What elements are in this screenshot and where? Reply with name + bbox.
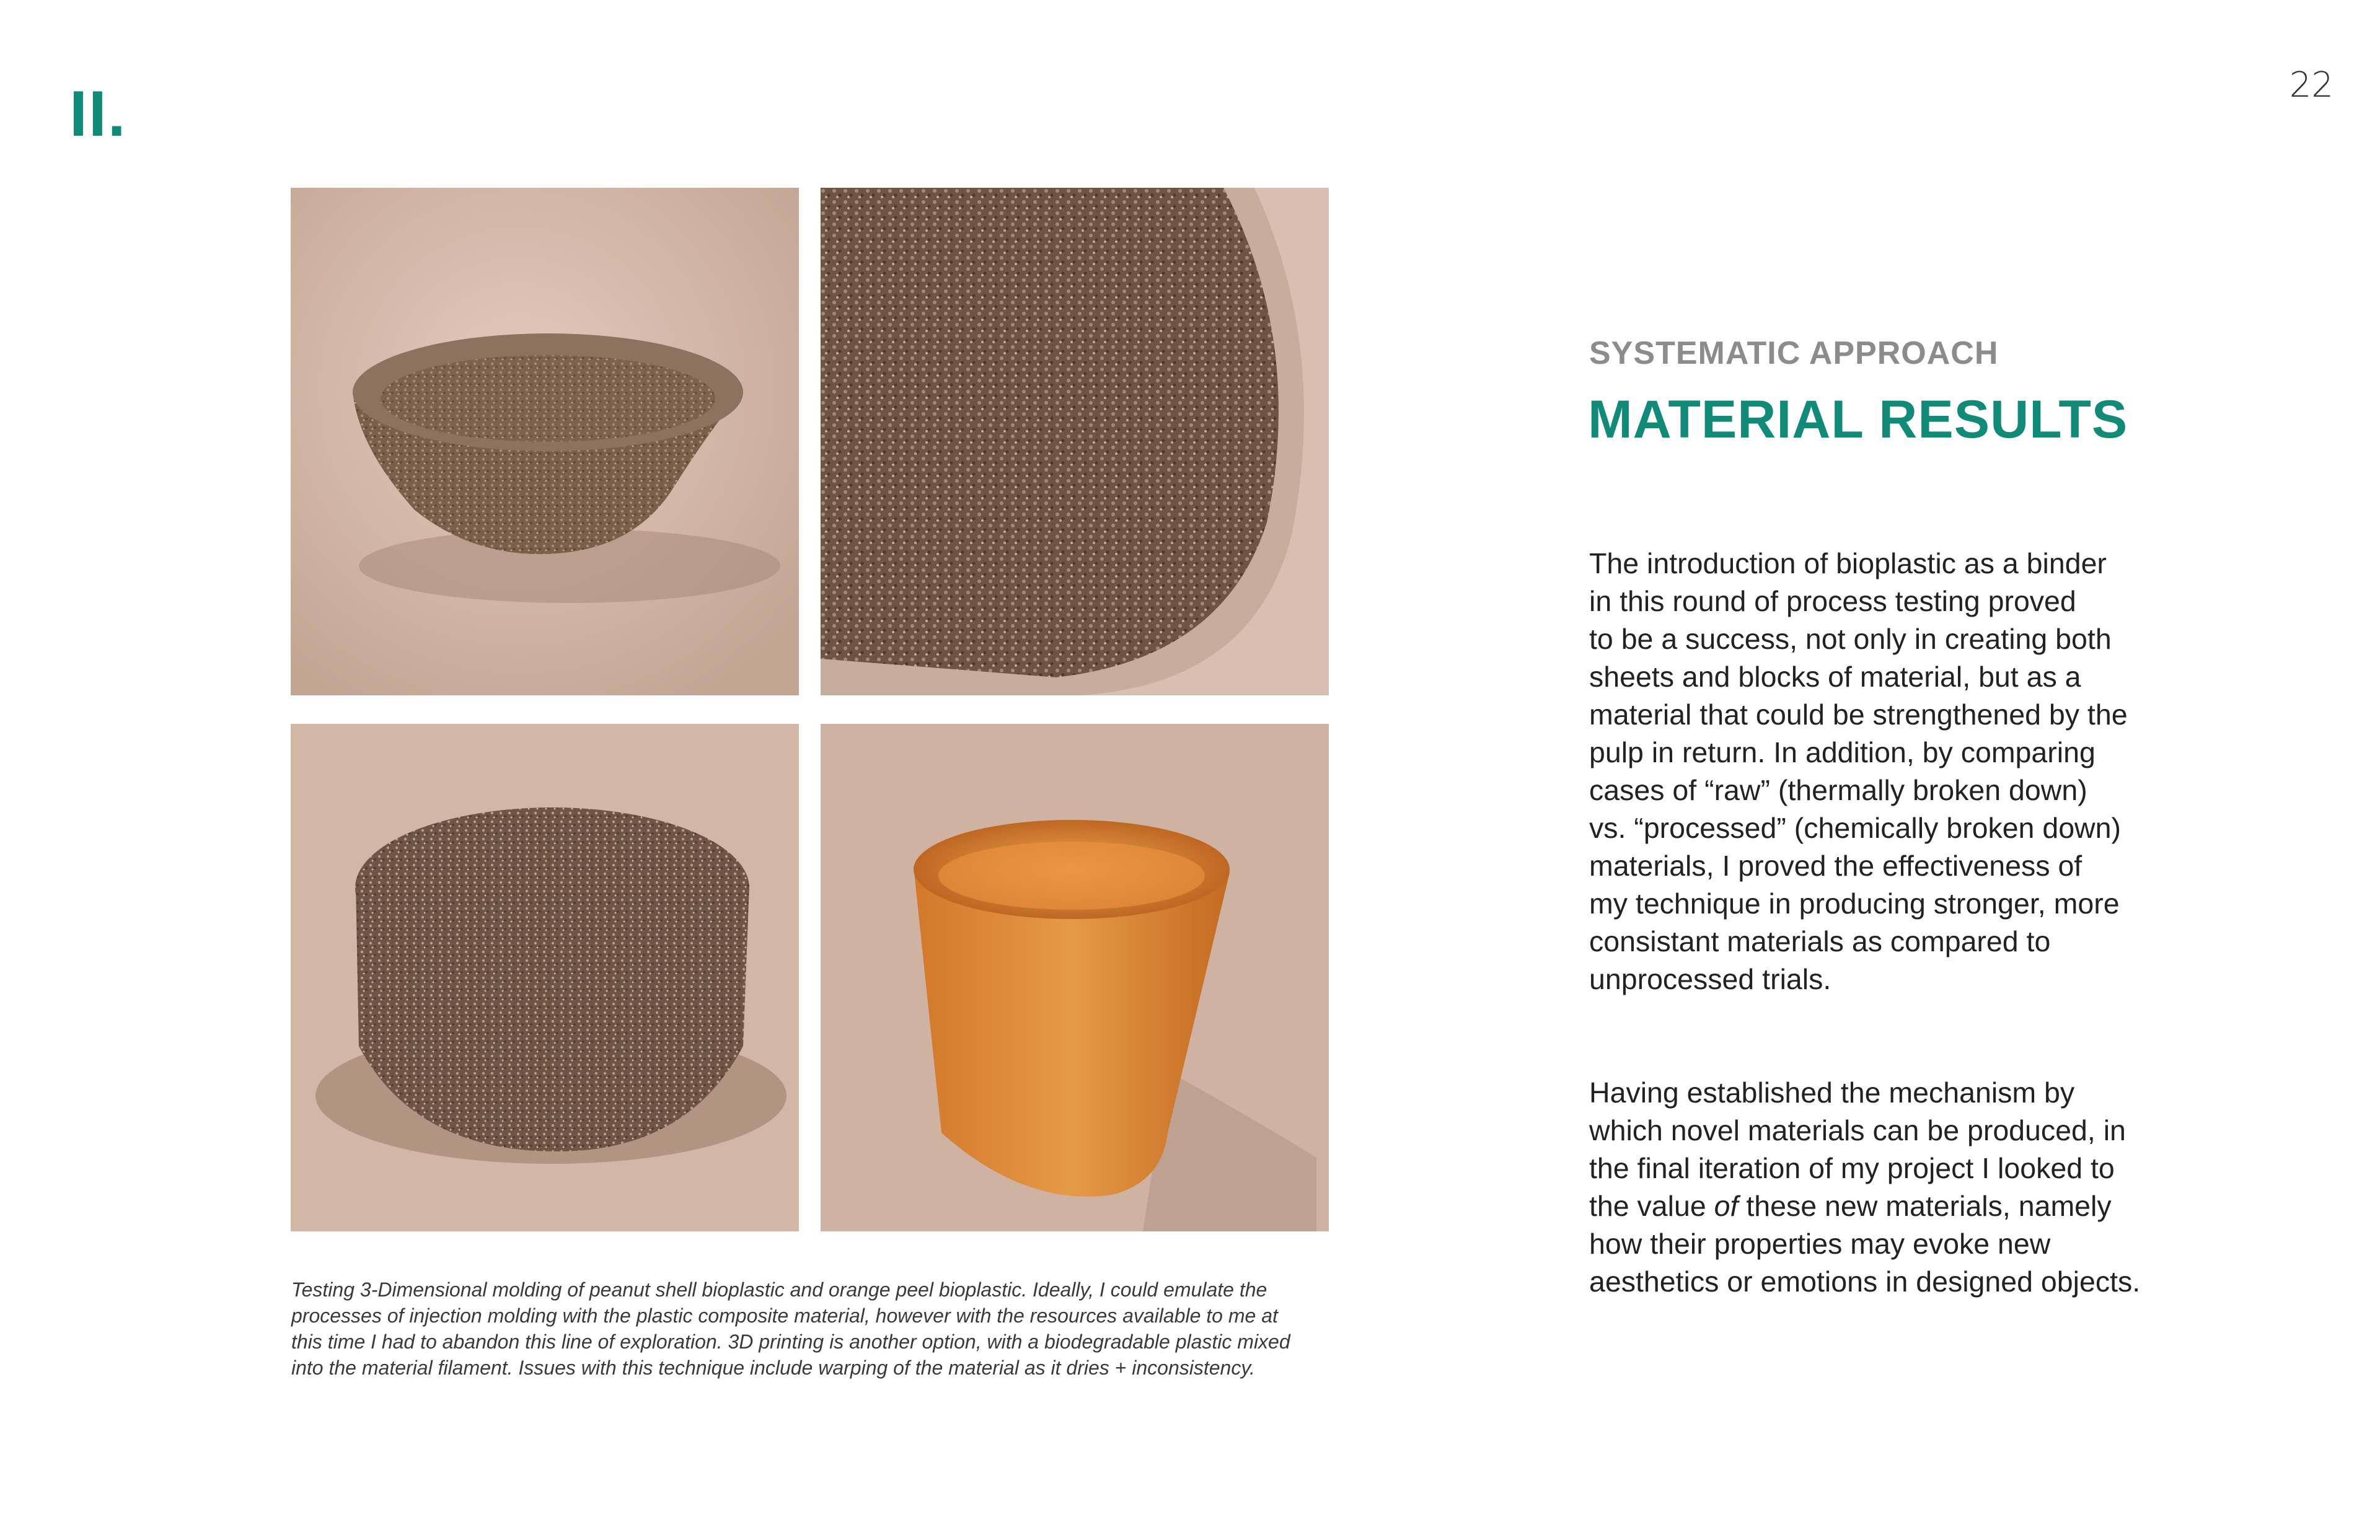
peanut-shell-bowl-closeup-photo [821,188,1329,695]
paragraph-2-emphasis: of [1714,1190,1739,1222]
paragraph-1: The introduction of bioplastic as a binder in this round of process testing proved to be a success, not only in creating both sheets and blocks of material, but as a material that could be strengthened by the pulp in return. In addition, by comparing cases of “raw” (thermally broken down) vs. “processed” (chemically broken down) materials, I proved the effectiveness of my technique in producing stronger, more consistant materials as compared to unprocessed trials. [1589,547,2128,995]
peanut-shell-inverted-bowl-photo [291,724,799,1231]
orange-peel-cup-photo [821,724,1329,1231]
peanut-shell-bowl-photo [291,188,799,695]
section-mark: II. [69,78,127,150]
page-number: 22 [2289,65,2334,105]
paragraph-2-part-1: Having established the mechanism by which novel materials can be produced, in the final iteration of my project I looked to the value [1589,1076,2126,1222]
paragraph-2 [1589,1074,2209,1301]
page-title: MATERIAL RESULTS [1588,390,2128,449]
figure-caption: Testing 3-Dimensional molding of peanut shell bioplastic and orange peel bioplastic. Ideally, I could emulate the processes of injection molding with the plastic composite material, however with the resources available to me at this time I had to abandon this line of exploration. 3D printing is another option, with a biodegradable plastic mixed into the material filament. Issues with this technique include warping of the material as it dries + inconsistency. [291,1278,1290,1379]
body-text [1589,507,2209,1339]
paragraph-2-part-2: these new materials, namely how their properties may evoke new aesthetics or emotions in designed objects. [1589,1190,2141,1298]
section-subtitle: SYSTEMATIC APPROACH [1589,335,1999,371]
